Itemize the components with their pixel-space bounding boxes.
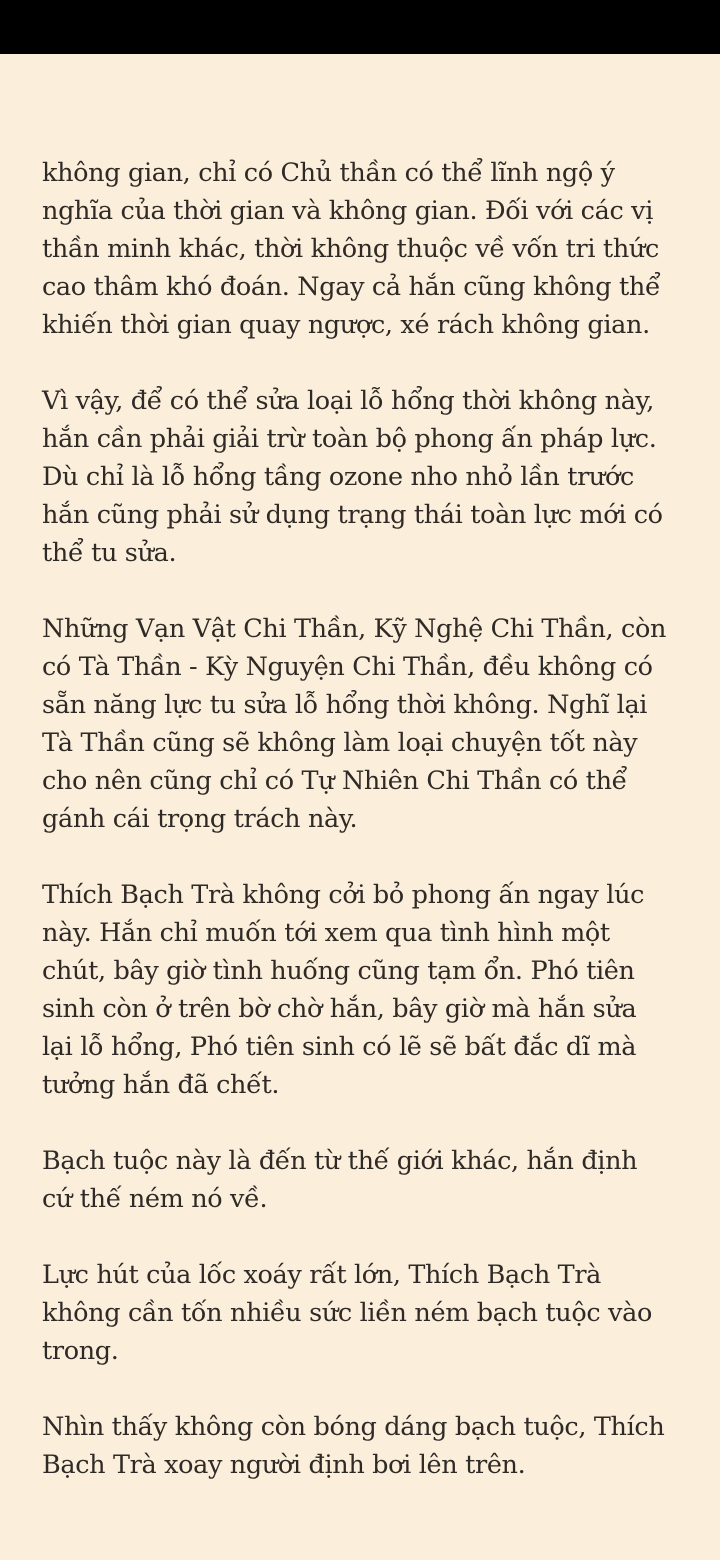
paragraph-2: Vì vậy, để có thể sửa loại lỗ hổng thời không này, hắn cần phải giải trừ toàn bộ phong ấn pháp lực. Dù chỉ là lỗ hổng tầng ozone nho nhỏ lần trước hắn cũng phải sử dụng trạng thái toàn lực mới có thể tu sửa. [42,386,663,568]
paragraph-6: Lực hút của lốc xoáy rất lớn, Thích Bạch Trà không cần tốn nhiều sức liền ném bạch tuộc vào trong. [42,1260,652,1366]
reading-content[interactable] [42,154,682,1522]
paragraph-1: không gian, chỉ có Chủ thần có thể lĩnh ngộ ý nghĩa của thời gian và không gian. Đối với các vị thần minh khác, thời không thuộc về vốn tri thức cao thâm khó đoán. Ngay cả hắn cũng không thể khiến thời gian quay ngược, xé rách không gian. [42,158,661,340]
paragraph-3: Những Vạn Vật Chi Thần, Kỹ Nghệ Chi Thần, còn có Tà Thần - Kỳ Nguyện Chi Thần, đều không có sẵn năng lực tu sửa lỗ hổng thời không. Nghĩ lại Tà Thần cũng sẽ không làm loại chuyện tốt này cho nên cũng chỉ có Tự Nhiên Chi Thần có thể gánh cái trọng trách này. [42,614,667,834]
paragraph-5: Bạch tuộc này là đến từ thế giới khác, hắn định cứ thế ném nó về. [42,1146,638,1214]
paragraph-4: Thích Bạch Trà không cởi bỏ phong ấn ngay lúc này. Hắn chỉ muốn tới xem qua tình hình một chút, bây giờ tình huống cũng tạm ổn. Phó tiên sinh còn ở trên bờ chờ hắn, bây giờ mà hắn sửa lại lỗ hổng, Phó tiên sinh có lẽ sẽ bất đắc dĩ mà tưởng hắn đã chết. [42,880,645,1100]
paragraph-7: Nhìn thấy không còn bóng dáng bạch tuộc, Thích Bạch Trà xoay người định bơi lên trên. [42,1412,665,1480]
status-bar [0,0,720,54]
